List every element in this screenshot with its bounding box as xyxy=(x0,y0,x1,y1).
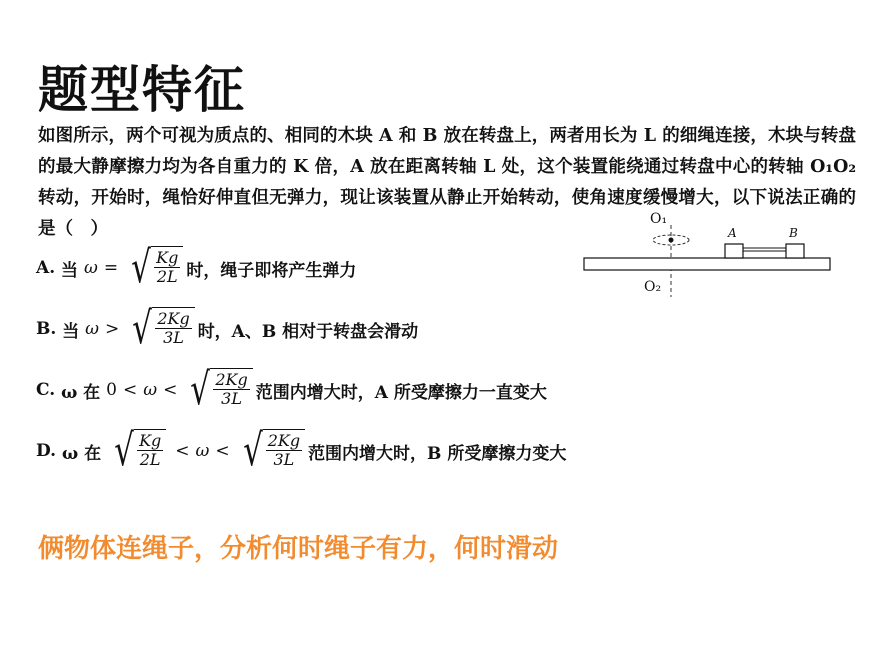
option-letter: B. xyxy=(36,319,57,339)
turntable-disk xyxy=(584,258,830,270)
relation: = xyxy=(103,258,119,278)
relation: < xyxy=(175,441,190,461)
hint-text: 俩物体连绳子，分析何时绳子有力，何时滑动 xyxy=(38,534,559,564)
lower-bound: 0 xyxy=(106,380,117,400)
relation: < xyxy=(163,380,178,400)
option-letter: D. xyxy=(36,441,57,461)
option-pre: ω 在 xyxy=(61,443,102,464)
numerator: Kg xyxy=(139,431,162,450)
option-text: 范围内增大时，A 所受摩擦力一直变大 xyxy=(255,382,547,403)
option-pre: 当 xyxy=(62,321,80,342)
option-text: 时，绳子即将产生弹力 xyxy=(186,260,357,281)
axis-dot xyxy=(669,238,674,243)
omega: ω xyxy=(195,441,210,461)
relation: > xyxy=(105,319,120,339)
sqrt-fraction: √ $\frac{2Kg}{3L}$ xyxy=(239,429,305,473)
option-letter: C. xyxy=(36,380,56,400)
denominator: 3L xyxy=(163,328,184,347)
label-a: A xyxy=(728,226,737,240)
option-pre: ω 在 xyxy=(61,382,101,403)
denominator: 2L xyxy=(156,267,178,286)
omega: ω xyxy=(83,258,98,278)
option-a[interactable] xyxy=(36,242,357,293)
numerator: Kg xyxy=(156,248,179,267)
turntable-diagram xyxy=(578,205,838,300)
option-d[interactable] xyxy=(36,425,567,476)
denominator: 3L xyxy=(221,389,242,408)
sqrt-fraction: √ $\frac{2Kg}{3L}$ xyxy=(128,307,194,351)
label-o2: O₂ xyxy=(644,279,662,295)
relation: < xyxy=(122,380,138,400)
block-b xyxy=(786,244,804,258)
question-stem: 如图所示，两个可视为质点的、相同的木块 A 和 B 放在转盘上，两者用长为 L 的细绳连接，木块与转盘的最大静摩擦力均为各自重力的 K 倍，A 放在距离转轴 L 处，这个装置能绕通过转盘中心的转轴 O₁O₂ 转动，开始时，绳恰好伸直但无弹力，现让该装置从静止开始转动，使角速度缓慢增大，以下说法正确的是（ ） xyxy=(38,126,856,239)
sqrt-fraction: √ $\frac{2Kg}{3L}$ xyxy=(186,368,252,412)
omega: ω xyxy=(85,319,100,339)
denominator: 3L xyxy=(273,450,295,469)
option-text: 范围内增大时，B 所受摩擦力变大 xyxy=(308,443,567,464)
relation: < xyxy=(215,441,230,461)
option-letter: A. xyxy=(36,258,56,278)
sqrt-fraction: √ $\frac{Kg}{2L}$ xyxy=(127,246,183,290)
option-pre: 当 xyxy=(61,260,79,281)
option-c[interactable] xyxy=(36,364,547,415)
label-o1: O₁ xyxy=(650,211,668,227)
block-a xyxy=(725,244,743,258)
numerator: 2Kg xyxy=(267,431,301,450)
numerator: 2Kg xyxy=(157,309,190,328)
option-b[interactable] xyxy=(36,303,419,354)
label-b: B xyxy=(789,226,798,240)
sqrt-fraction: √ $\frac{Kg}{2L}$ xyxy=(110,429,166,473)
omega: ω xyxy=(143,380,158,400)
denominator: 2L xyxy=(139,450,161,469)
numerator: 2Kg xyxy=(215,370,248,389)
page-title: 题型特征 xyxy=(38,61,246,119)
option-text: 时，A、B 相对于转盘会滑动 xyxy=(197,321,419,342)
